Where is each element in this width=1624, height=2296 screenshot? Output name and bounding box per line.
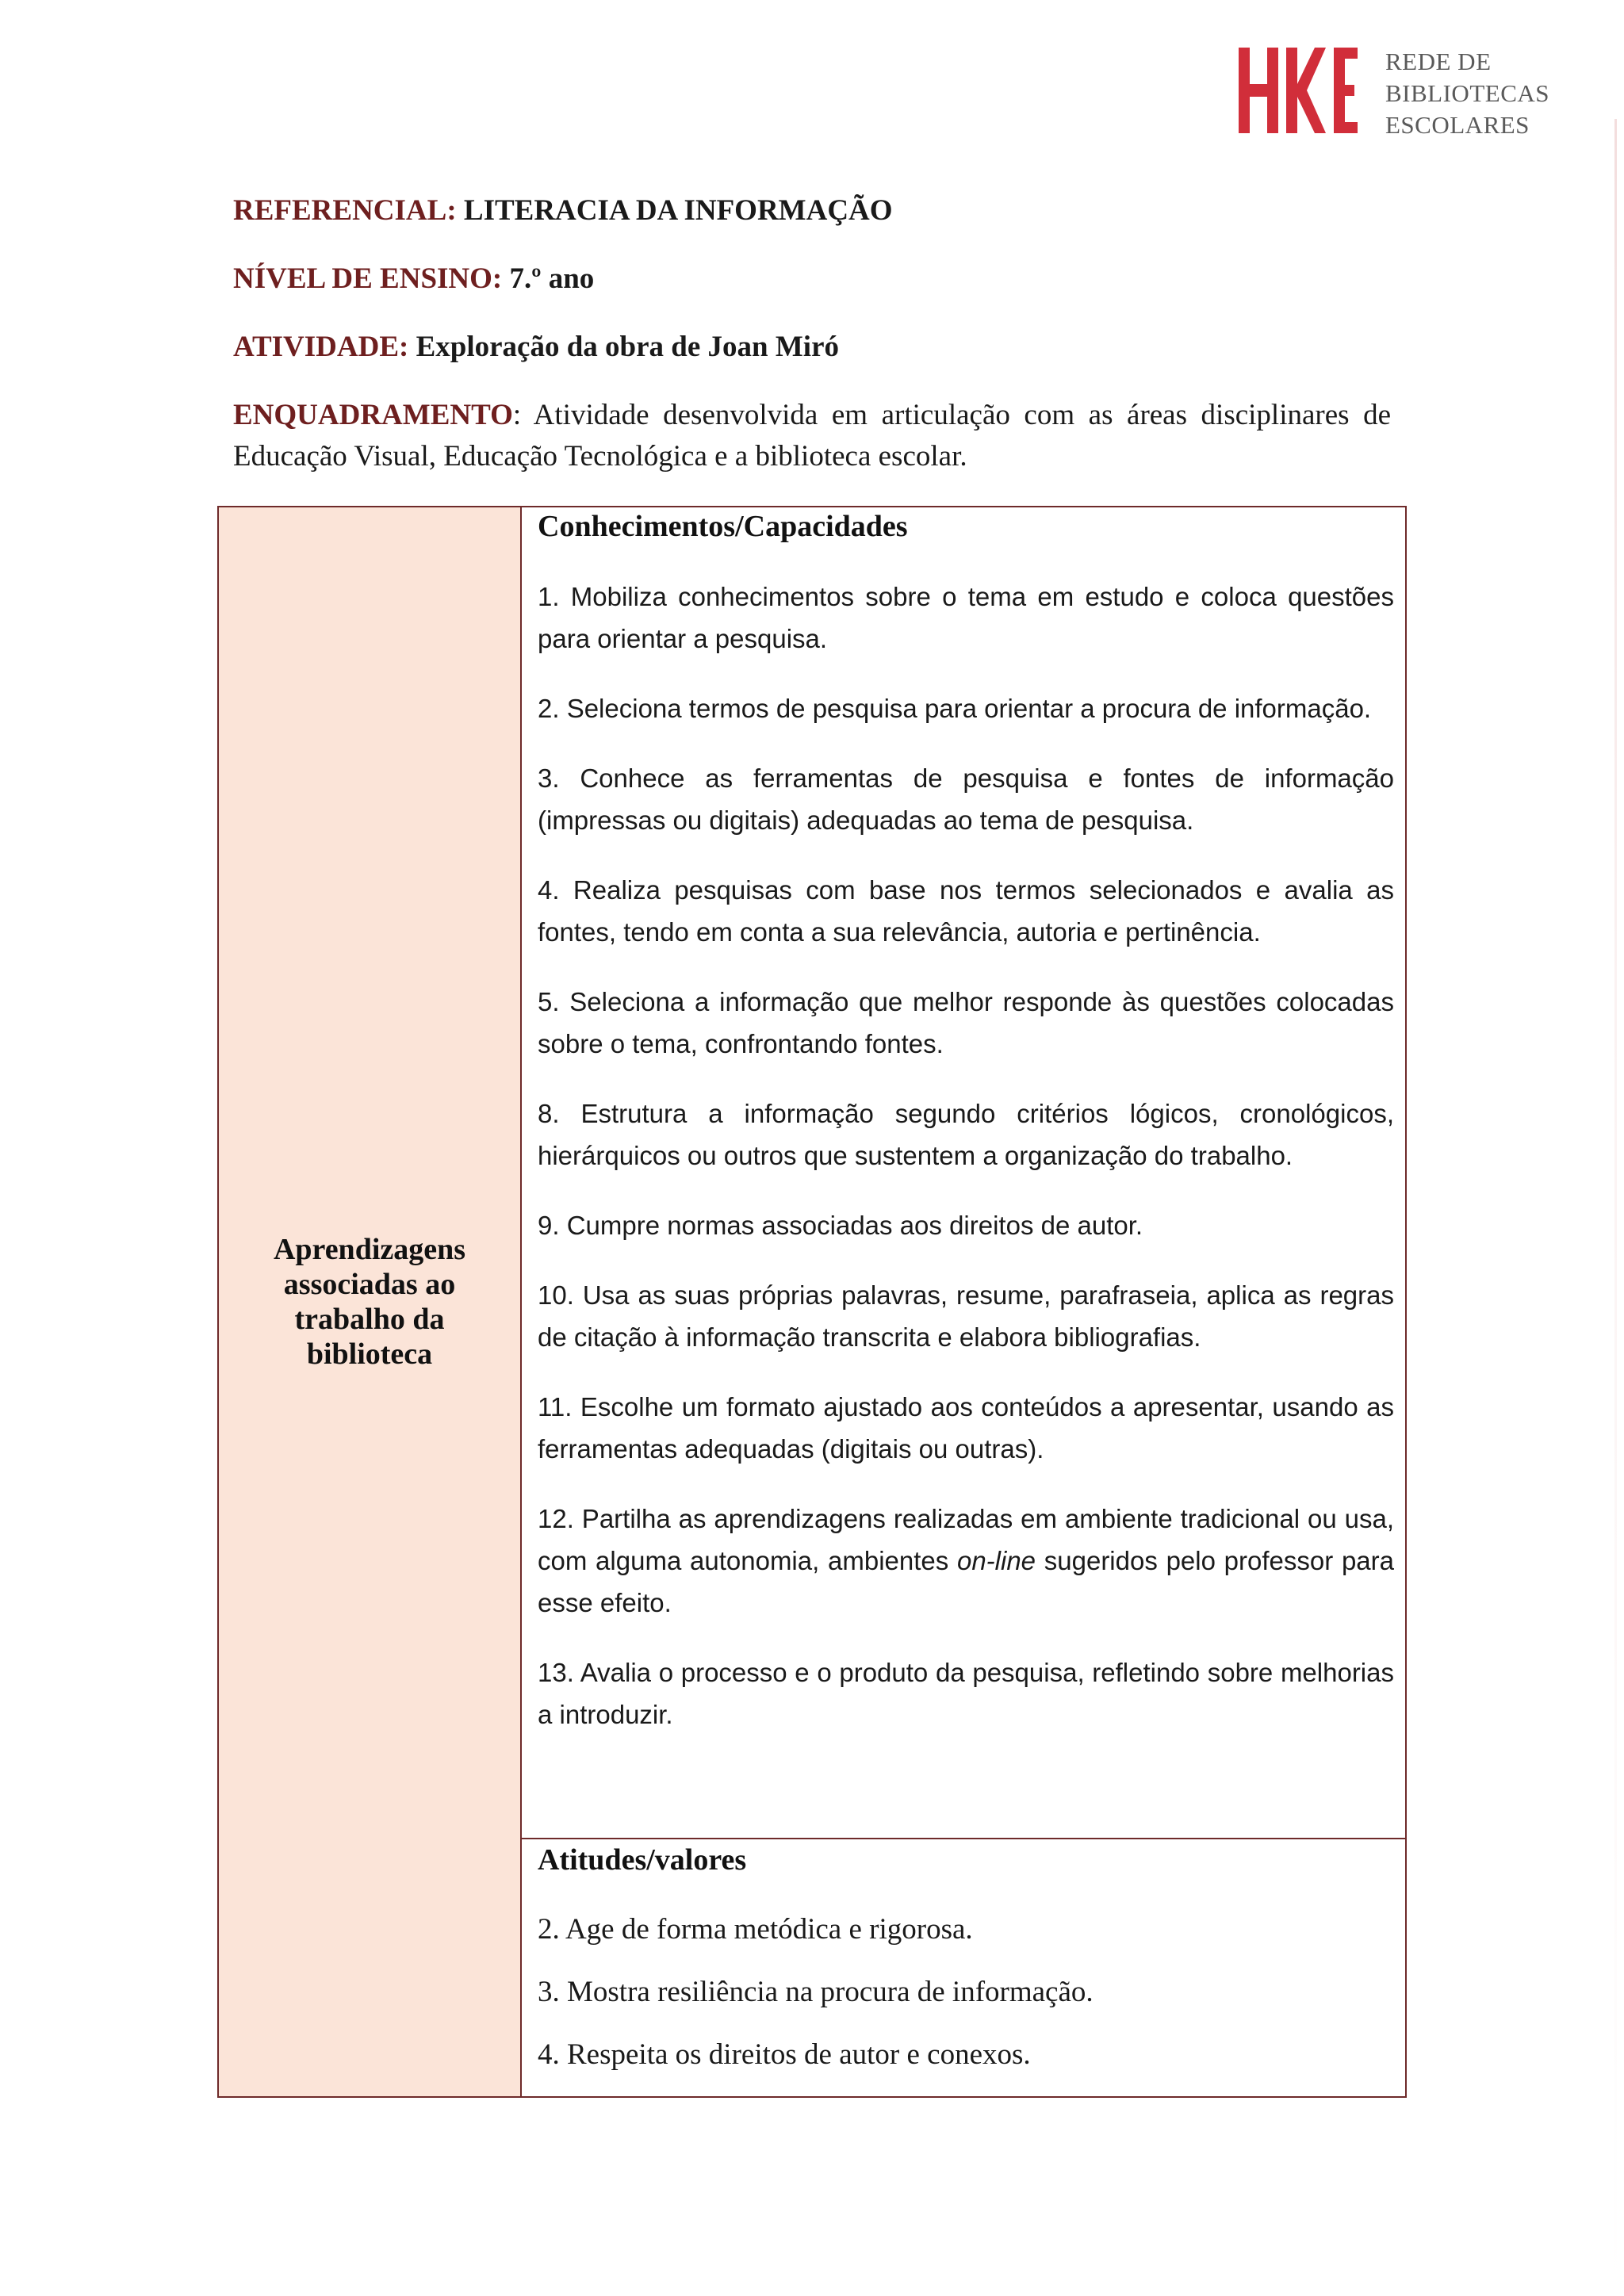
- conhecimentos-list: [538, 576, 1394, 1763]
- aprendizagens-label-line: biblioteca: [306, 1337, 433, 1371]
- item-12-online: on-line: [956, 1546, 1036, 1575]
- atividade-value: Exploração da obra de Joan Miró: [416, 331, 840, 363]
- aprendizagens-label-cell: [219, 507, 522, 2096]
- conhecimentos-heading: Conhecimentos/Capacidades: [538, 510, 908, 543]
- aprendizagens-table: [217, 506, 1407, 2098]
- list-item: 4. Respeita os direitos de autor e conexos.: [538, 2038, 1031, 2071]
- aprendizagens-label-line: associadas ao: [283, 1268, 456, 1301]
- atividade-label: ATIVIDADE:: [233, 331, 409, 363]
- list-item: 2. Seleciona termos de pesquisa para orientar a procura de informação.: [538, 694, 1372, 723]
- referencial-value: LITERACIA DA INFORMAÇÃO: [463, 194, 893, 227]
- list-item: 2. Age de forma metódica e rigorosa.: [538, 1913, 973, 1946]
- page-edge-shade: [1614, 119, 1617, 2296]
- list-item: 11. Escolhe um formato ajustado aos conteúdos a apresentar, usando as ferramentas adequadas (digitais ou outras).: [538, 1392, 1394, 1464]
- nivel-label: NÍVEL DE ENSINO:: [233, 262, 503, 295]
- referencial-line: [233, 190, 1391, 232]
- conhecimentos-cell: [522, 507, 1405, 1839]
- item-12-text-a: 12. Partilha as aprendizagens realizadas em ambiente tradicional ou usa, com alguma autonomia, ambientes: [538, 1504, 1394, 1575]
- referencial-label: REFERENCIAL:: [233, 194, 457, 227]
- aprendizagens-label-line: Aprendizagens: [273, 1233, 466, 1266]
- atitudes-list: [538, 1909, 1394, 2097]
- list-item: 3. Conhece as ferramentas de pesquisa e fontes de informação (impressas ou digitais) adequadas ao tema de pesquisa.: [538, 763, 1394, 835]
- enquadramento-label: ENQUADRAMENTO: [233, 399, 513, 431]
- list-item: 5. Seleciona a informação que melhor responde às questões colocadas sobre o tema, confrontando fontes.: [538, 987, 1394, 1058]
- list-item: 8. Estrutura a informação segundo critérios lógicos, cronológicos, hierárquicos ou outros que sustentem a organização do trabalho.: [538, 1099, 1394, 1170]
- nivel-value: 7.º ano: [509, 262, 595, 295]
- list-item: 10. Usa as suas próprias palavras, resume, parafraseia, aplica as regras de citação à informação transcrita e elabora bibliografias.: [538, 1280, 1394, 1352]
- nivel-line: [233, 258, 1391, 300]
- logo-line-1: REDE DE: [1385, 48, 1492, 75]
- atitudes-cell: [522, 1839, 1405, 2096]
- list-item: [538, 1498, 1394, 1624]
- enquadramento-value: : Atividade desenvolvida em articulação com as áreas disciplinares de Educação Visual, Educação Tecnológica e a biblioteca escolar.: [233, 399, 1391, 473]
- rbe-logo-text: [1385, 46, 1549, 141]
- list-item: 1. Mobiliza conhecimentos sobre o tema em estudo e coloca questões para orientar a pesquisa.: [538, 582, 1394, 653]
- atividade-line: [233, 327, 1391, 368]
- list-item: 13. Avalia o processo e o produto da pesquisa, refletindo sobre melhorias a introduzir.: [538, 1658, 1394, 1729]
- rbe-logo-mark: [1239, 48, 1358, 133]
- logo-line-3: ESCOLARES: [1385, 111, 1530, 139]
- aprendizagens-label: [219, 1232, 520, 1372]
- list-item: 3. Mostra resiliência na procura de informação.: [538, 1976, 1094, 2008]
- list-item: 9. Cumpre normas associadas aos direitos de autor.: [538, 1211, 1143, 1240]
- atitudes-heading: Atitudes/valores: [538, 1843, 747, 1877]
- logo-line-2: BIBLIOTECAS: [1385, 79, 1549, 107]
- enquadramento-line: [233, 395, 1391, 477]
- item-12-text-b: sugeridos pelo professor para esse efeito.: [538, 1546, 1394, 1617]
- list-item: 4. Realiza pesquisas com base nos termos selecionados e avalia as fontes, tendo em conta a sua relevância, autoria e pertinência.: [538, 875, 1394, 947]
- aprendizagens-label-line: trabalho da: [294, 1303, 445, 1336]
